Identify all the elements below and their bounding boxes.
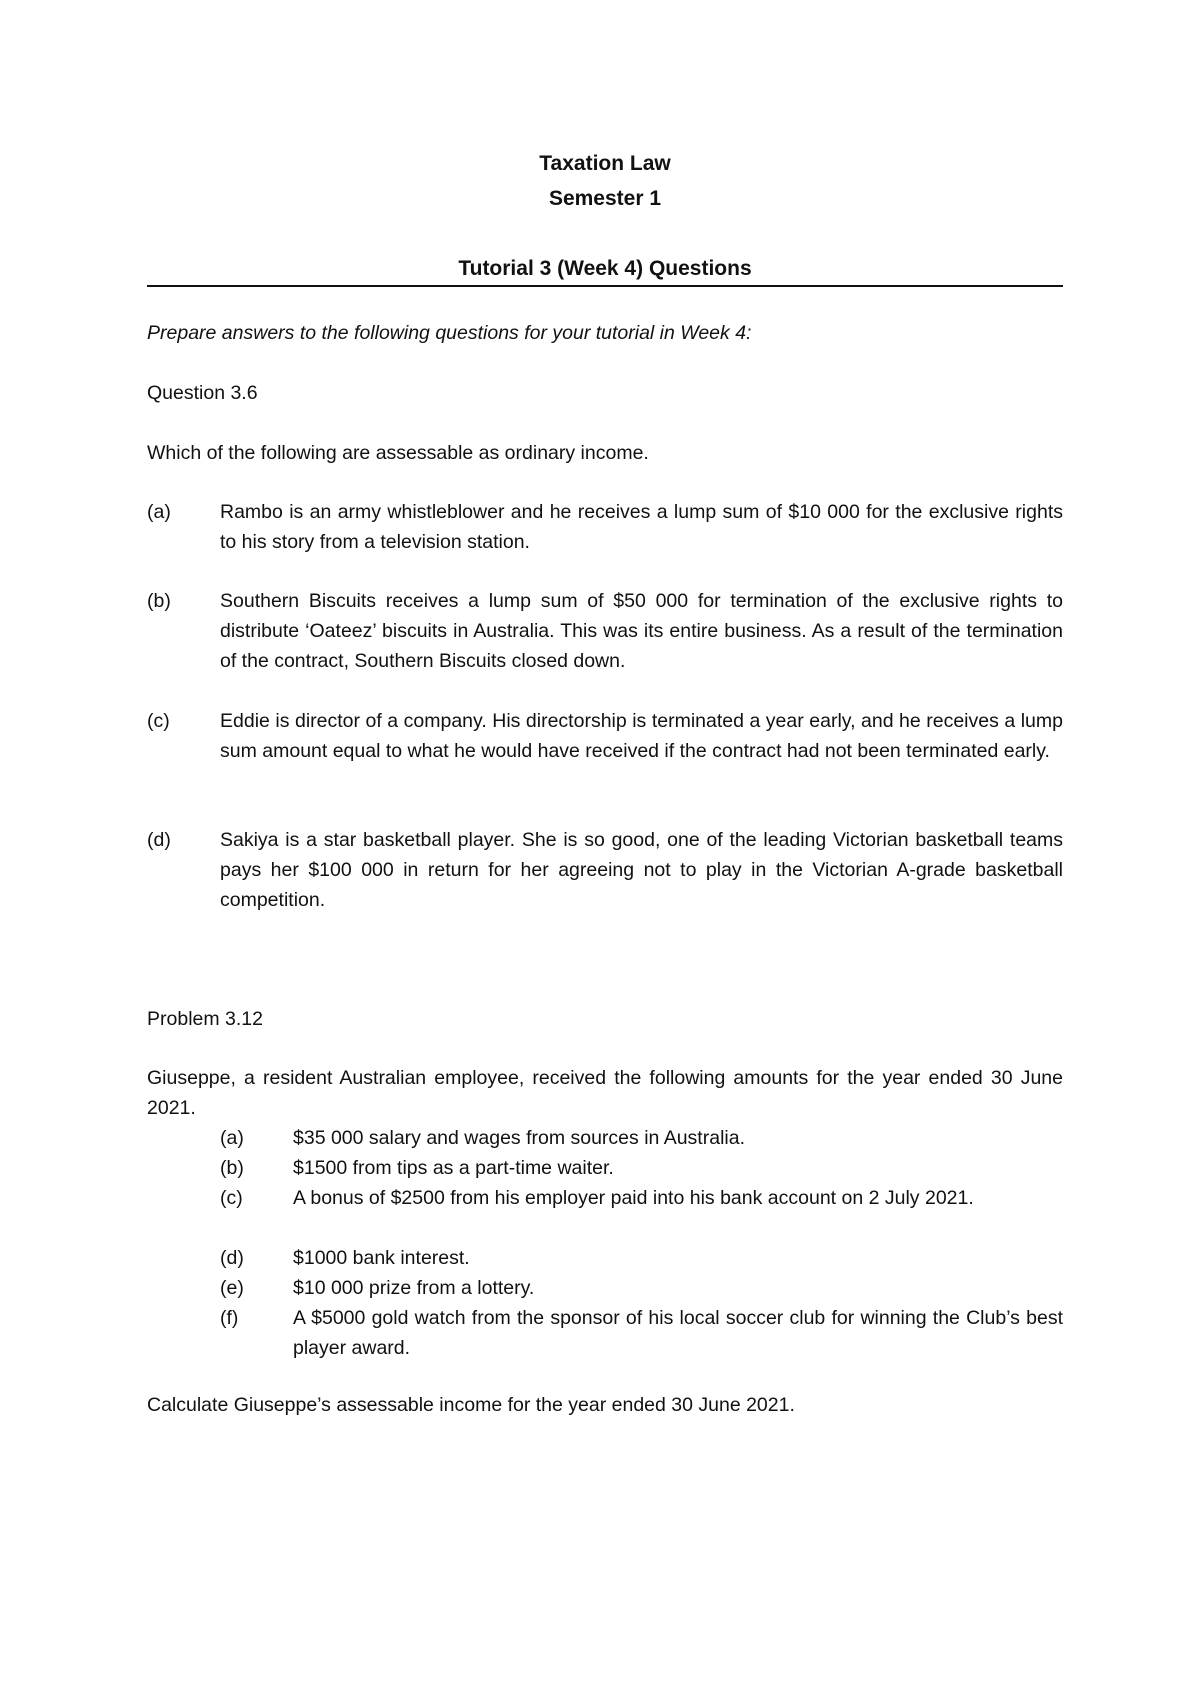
- problem-heading: Problem 3.12: [147, 1008, 263, 1030]
- item-label: (a): [220, 1127, 244, 1149]
- item-text: Sakiya is a star basketball player. She is so good, one of the leading Victorian basketball teams pays her $100 000 in return for her agreeing not to play in the Victorian A-grade basketball competition.: [220, 829, 1063, 911]
- item-label: (c): [220, 1187, 243, 1209]
- item-label: (e): [220, 1277, 244, 1299]
- item-text: Rambo is an army whistleblower and he receives a lump sum of $10 000 for the exclusive rights to his story from a television station.: [220, 501, 1063, 553]
- item-label: (c): [147, 710, 170, 732]
- item-label: (a): [147, 501, 171, 523]
- item-text: A $5000 gold watch from the sponsor of his local soccer club for winning the Club’s best player award.: [293, 1307, 1063, 1359]
- tutorial-heading: Tutorial 3 (Week 4) Questions: [458, 257, 752, 280]
- document-title: Taxation Law: [539, 152, 671, 175]
- item-label: (d): [147, 829, 171, 851]
- item-text: $10 000 prize from a lottery.: [293, 1277, 535, 1299]
- item-text: Southern Biscuits receives a lump sum of $50 000 for termination of the exclusive rights to distribute ‘Oateez’ biscuits in Australia. This was its entire business. As a result of the termination of the contract, Southern Biscuits closed down.: [220, 590, 1063, 672]
- item-label: (f): [220, 1307, 239, 1329]
- item-label: (b): [147, 590, 171, 612]
- item-text: $1000 bank interest.: [293, 1247, 470, 1269]
- item-text: $35 000 salary and wages from sources in Australia.: [293, 1127, 745, 1149]
- item-text: $1500 from tips as a part-time waiter.: [293, 1157, 614, 1179]
- problem-prompt: Giuseppe, a resident Australian employee, received the following amounts for the year ended 30 June 2021.: [147, 1067, 1063, 1119]
- question-prompt: Which of the following are assessable as ordinary income.: [147, 442, 649, 464]
- item-text: Eddie is director of a company. His directorship is terminated a year early, and he receives a lump sum amount equal to what he would have received if the contract had not been terminated early.: [220, 710, 1063, 762]
- intro-instruction: Prepare answers to the following questions for your tutorial in Week 4:: [147, 322, 752, 344]
- item-text: A bonus of $2500 from his employer paid into his bank account on 2 July 2021.: [293, 1187, 974, 1209]
- document-page: [147, 0, 1063, 1698]
- semester-label: Semester 1: [548, 187, 662, 210]
- question-heading: Question 3.6: [147, 382, 258, 404]
- item-label: (d): [220, 1247, 244, 1269]
- heading-divider: [147, 285, 1063, 287]
- item-label: (b): [220, 1157, 244, 1179]
- problem-closing-instruction: Calculate Giuseppe’s assessable income for the year ended 30 June 2021.: [147, 1394, 795, 1416]
